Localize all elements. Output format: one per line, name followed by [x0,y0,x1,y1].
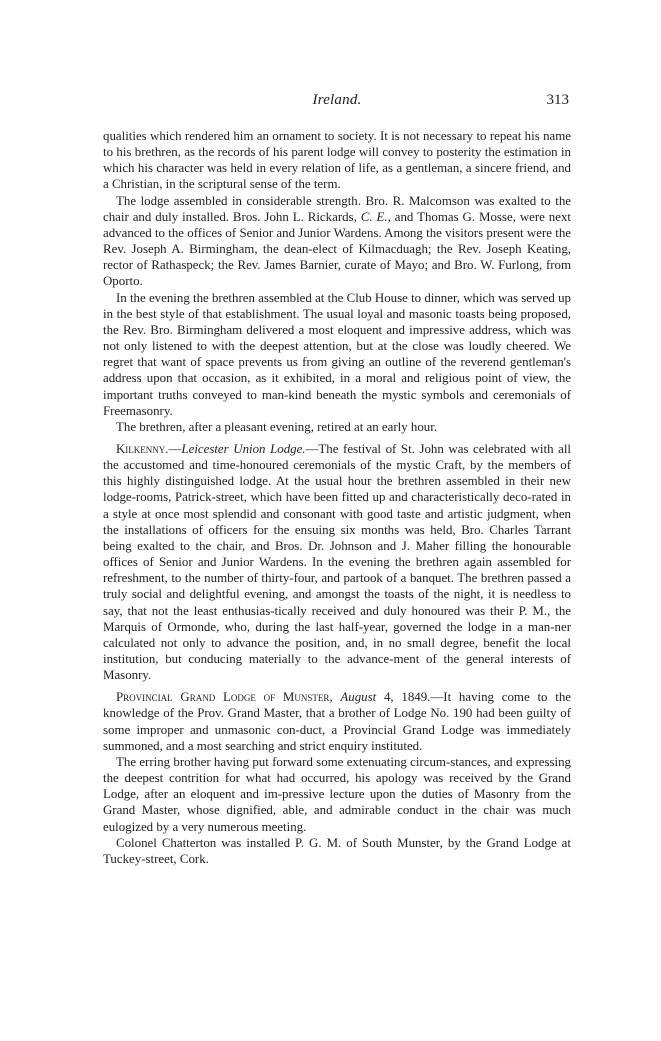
text-run-italic: C. E. [360,209,388,224]
text-run: , and Thomas G. Mosse, were next advanced to the offices of Senior and Junior Wardens. Among the visitors present were the Rev. Joseph A. Birmingham, the dean-elect of Kilmacduagh; the Rev. Joseph Keating, rector of Rathaspeck; the Rev. James Barnier, curate of Mayo; and Bro. W. Furlong, from Oporto. [103,209,571,289]
text-run: — [168,441,182,456]
paragraph-evening-dinner: In the evening the brethren assembled at the Club House to dinner, which was served up in the best style of that establishment. The usual loyal and masonic toasts being proposed, the Rev. Bro. Birmingham delivered a most eloquent and impressive address, which was not only listened to with the deepest attention, but at the close was loudly cheered. We regret that want of space prevents us from giving an outline of the reverend gentleman's address upon that occasion, as it exhibited, in a moral and religious point of view, the important truths conveyed to man-kind beneath the mystic symbols and ceremonials of Freemasonry. [103,290,571,418]
paragraph-munster [103,689,571,754]
paragraph-retired: The brethren, after a pleasant evening, retired at an early hour. [116,419,438,434]
text-run: —The festival of St. John was celebrated with all the accustomed and time-honoured ceremonials of the mystic Craft, by the members of this highly distinguished lodge. At the usual hour the brethren assembled in their new lodge-rooms, Patrick-street, which have been fitted up and characteristically deco-rated in a style at once most splendid and consonant with good taste and artistic judgment, when the installations of officers for the ensuing six months was held, Bro. Charles Tarrant being exalted to the chair, and Bros. Dr. Johnson and J. Maher filling the honourable offices of Senior and Junior Wardens. In the evening the brethren again assembled for refreshment, to the number of thirty-four, and partook of a banquet. The brethren passed a truly social and delightful evening, and amongst the toasts of the night, it is needless to say, that not the least enthusias-tically received and duly honoured was their P. M., the Marquis of Ormonde, who, during the last half-year, governed the lodge in a man-ner calculated not only to advance the position, and, in no small degree, benefit the local institution, but conducing materially to the advance-ment of the general interests of Masonry. [103,441,571,683]
paragraph-chatterton: Colonel Chatterton was installed P. G. M. of South Munster, by the Grand Lodge at Tuckey-street, Cork. [103,835,571,866]
paragraph-erring-brother: The erring brother having put forward some extenuating circum-stances, and expressing the deepest contrition for what had occurred, his apology was received by the Grand Lodge, after an eloquent and im-pressive lecture upon the duties of Masonry from the Grand Master, whose dignified, able, and admirable conduct in the chair was much eulogized by a very numerous meeting. [103,754,571,834]
paragraph-lodge-installation [103,193,571,290]
page-header [103,92,571,118]
paragraph-kilkenny [103,441,571,683]
text-run: The lodge assembled in considerable strength. Bro. R. Malcomson was exalted to the chair and duly installed. Bros. John L. Rickards, [103,193,571,224]
page-body [103,128,571,867]
running-title: Ireland. [312,92,362,108]
section-place-heading: Kilkenny. [116,441,169,456]
section-date: August [340,690,377,705]
lodge-name: Leicester Union Lodge. [181,441,306,456]
section-heading: Provincial Grand Lodge of Munster, [116,690,333,705]
book-page [103,92,571,867]
text-run: 4, 1849.—It having come to the knowledge of the Prov. Grand Master, that a brother of Lodge No. 190 had been guilty of some improper and unmasonic con-duct, a Provincial Grand Lodge was immediately summoned, and a most searching and strict enquiry instituted. [103,690,571,753]
paragraph-obituary-close: qualities which rendered him an ornament to society. It is not necessary to repeat his name to his brethren, as the records of his parent lodge will convey to posterity the estimation in which his character was held in every relation of life, as a gentleman, a sincere friend, and a Christian, in the scriptural sense of the term. [103,129,571,192]
page-number: 313 [546,92,569,108]
